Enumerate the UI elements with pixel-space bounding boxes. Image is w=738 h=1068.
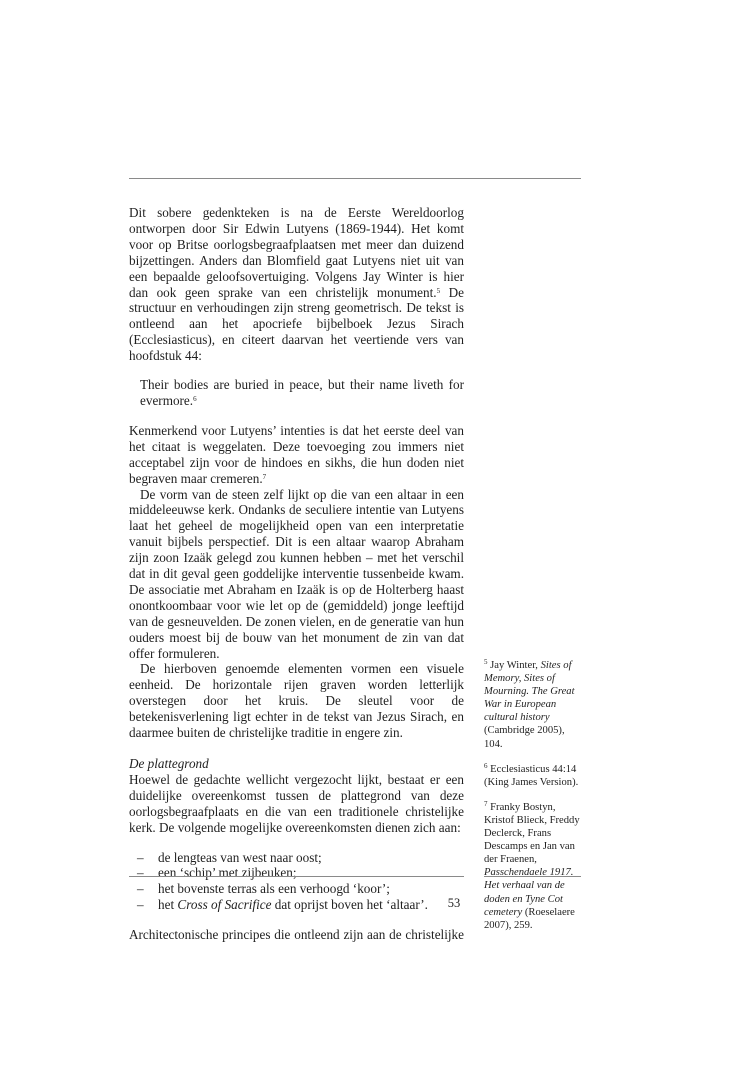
list-item: – de lengteas van west naar oost; bbox=[137, 849, 322, 865]
footnote-5: $^5$ Jay Winter, Sites of Memory, Sites of Mourning. The Great War in European cultural history (Cambridge 2005), 104. bbox=[484, 658, 575, 750]
list-item: – het Cross of Sacrifice dat oprijst boven het ‘altaar’. bbox=[137, 897, 428, 913]
footnote-ref-7[interactable]: 7 bbox=[262, 472, 267, 481]
main-text-column bbox=[129, 205, 464, 943]
footnote-ref-5[interactable]: 5 bbox=[436, 286, 441, 295]
list-item: – het bovenste terras als een verhoogd ‘koor’; bbox=[137, 881, 390, 897]
footnote-ref-6[interactable]: 6 bbox=[193, 394, 197, 403]
header-rule bbox=[129, 178, 581, 179]
footnote-6: $^6$ Ecclesiasticus 44:14 (King James Version). bbox=[484, 761, 579, 788]
footer-rule-notes bbox=[484, 876, 581, 877]
page-number: 53 bbox=[447, 896, 461, 910]
block-quote: Their bodies are buried in peace, but their name liveth for evermore.$^6$ bbox=[140, 377, 464, 408]
section-heading: De plattegrond bbox=[129, 756, 209, 771]
paragraph-altar: De vorm van de steen zelf lijkt op die van een altaar in een middeleeuwse kerk. Ondanks de seculiere intentie van Lutyens laat het geheel de mogelijkheid open van een interpretatie vanuit bijbels perspectief. Dit is een altaar waarop Abraham zijn zoon Izaäk gelegd zou kunnen hebben – met het verschil dat in dit geval geen goddelijke interventie tussenbeide kwam. De associatie met Abraham en Izaäk is op de Holterberg haast onontkoombaar voor wie let op de (gemiddeld) jonge leeftijd van de gesneuvelden. De zonen vielen, en de generatie van hun ouders moest bij de bouw van het monument de zin van dat offer formuleren. bbox=[129, 486, 464, 661]
footer-rule-main bbox=[129, 876, 464, 877]
paragraph-architecture: Architectonische principes die ontleend zijn aan de christelijke bbox=[129, 927, 464, 943]
paragraph-floorplan: Hoewel de gedachte wellicht vergezocht lijkt, bestaat er een duidelijke overeenkomst tussen de plattegrond van deze oorlogsbegraafplaats en die van een traditionele christelijke kerk. De volgende mogelijke overeenkomsten dienen zich aan: bbox=[129, 771, 464, 835]
footnote-7: $^7$ Franky Bostyn, Kristof Blieck, Freddy Declerck, Frans Descamps en Jan van der Fraenen, Passchendaele 1917. Het verhaal van de doden en Tyne Cot cemetery (Roeselaere 2007), 259. bbox=[484, 799, 580, 931]
paragraph-intro: Dit sobere gedenkteken is na de Eerste Wereldoorlog ontworpen door Sir Edwin Lutyens (1869-1944). Het komt voor op Britse oorlogsbegraafplaatsen met meer dan duizend bijzettingen. Anders dan Blomfield gaat Lutyens niet uit van een bepaalde geloofsovertuiging. Volgens Jay Winter is hier dan ook geen sprake van een christelijk monument.$^5$ De structuur en verhoudingen zijn streng geometrisch. De tekst is ontleend aan het apocriefe bijbelboek Jezus Sirach (Ecclesiasticus), en citeert daarvan het veertiende vers van hoofdstuk 44: bbox=[129, 205, 464, 364]
list-item: – een ‘schip’ met zijbeuken; bbox=[137, 865, 297, 881]
paragraph-intentions: Kenmerkend voor Lutyens’ intenties is dat het eerste deel van het citaat is weggelaten. Deze toevoeging zou immers niet acceptabel zijn voor de hindoes en sikhs, die hun doden niet begraven maar cremeren.$^7$ bbox=[129, 422, 464, 486]
paragraph-unity: De hierboven genoemde elementen vormen een visuele eenheid. De horizontale rijen graven worden letterlijk overstegen door het kruis. De sleutel voor de betekenisverlening ligt echter in de tekst van Jezus Sirach, en daarmee buiten de christelijke traditie in engere zin. bbox=[129, 661, 464, 741]
